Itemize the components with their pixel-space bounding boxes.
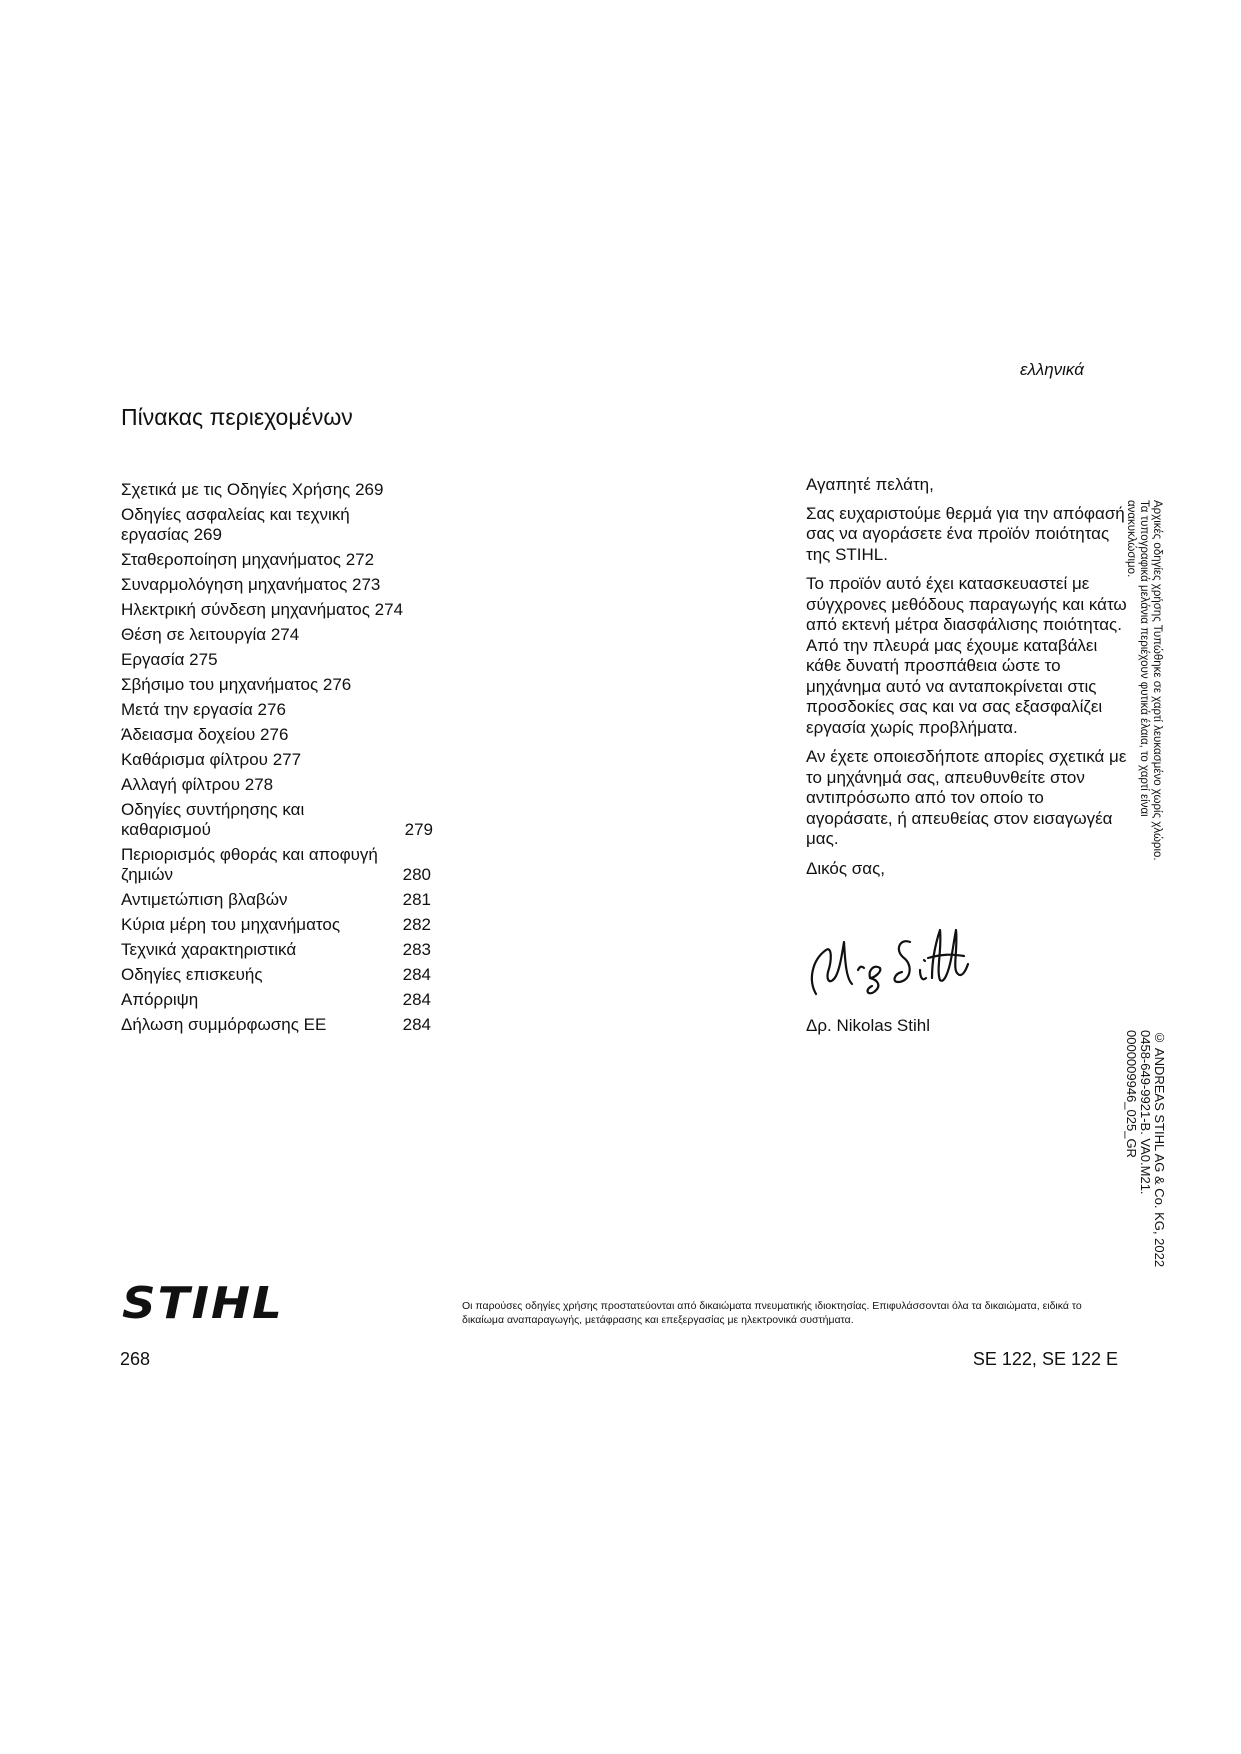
toc-entry-page: 282: [402, 915, 431, 934]
toc-entry: [121, 625, 441, 645]
page-title: Πίνακας περιεχομένων: [121, 404, 353, 430]
letter-paragraph: Το προϊόν αυτό έχει κατασκευαστεί με σύγχρονες μεθόδους παραγωγής και κάτω από εκτενή μέτρα διασφάλισης ποιότητας. Από την πλευρά μας έχουμε καταβάλει κάθε δυνατή προσπάθεια ώστε το μηχάνημα αυτό να ανταποκρίνεται στις προσδοκίες σας και να σας εξασφαλίζει εργασία χωρίς προβλήματα.: [806, 574, 1127, 737]
toc-entry: [121, 505, 441, 545]
toc-entry: [121, 480, 441, 500]
stihl-logo-text: STIHL: [122, 1282, 284, 1324]
paper-note: Αρχικές οδηγίες χρήσης Τυπώθηκε σε χαρτί λευκασμένο χωρίς χλώριο. Τα τυπογραφικά μελάνια περιέχουν φυτικά έλαια, το χαρτί είναι ανακυκλώσιμο.: [1125, 500, 1163, 861]
toc-entry-text: Αντιμετώπιση βλαβών: [121, 890, 288, 909]
toc-entry-text: Σχετικά με τις Οδηγίες Χρήσης 269: [121, 480, 384, 499]
toc-entry: [121, 750, 441, 770]
copyright-notice: © ANDREAS STIHL AG & Co. KG, 2022 0458-649-9921-B. VA0.M21. 0000009946_025_GR: [1124, 1030, 1167, 1268]
toc-entry-text: Περιορισμός φθοράς και αποφυγή ζημιών: [121, 845, 378, 884]
page-number: 268: [120, 1349, 151, 1369]
toc-entry-page: 279: [404, 820, 433, 839]
toc-entry-text: Θέση σε λειτουργία 274: [121, 625, 300, 644]
toc-entry: [121, 940, 441, 960]
toc-entry-text: Σταθεροποίηση μηχανήματος 272: [121, 550, 375, 569]
signer-name: Δρ. Nikolas Stihl: [806, 1016, 931, 1035]
toc-entry: [121, 675, 441, 695]
toc-entry-text: Δήλωση συμμόρφωσης ΕΕ: [121, 1015, 327, 1034]
stihl-logo: [120, 1282, 288, 1324]
toc-entry: [121, 890, 441, 910]
letter-closing: Δικός σας,: [806, 858, 886, 878]
toc-entry-text: Άδειασμα δοχείου 276: [121, 725, 289, 744]
toc-entry-text: Οδηγίες συντήρησης και καθαρισμού: [121, 800, 305, 839]
toc-entry: [121, 600, 441, 620]
toc-entry: [121, 965, 441, 985]
toc-entry-page: 284: [402, 965, 431, 984]
toc-entry: [121, 800, 441, 840]
toc-entry-page: 281: [402, 890, 431, 909]
language-label: ελληνικά: [1020, 360, 1084, 379]
toc-entry-text: Τεχνικά χαρακτηριστικά: [121, 940, 297, 959]
toc-entry: [121, 775, 441, 795]
toc-entry: [121, 650, 441, 670]
toc-entry-text: Συναρμολόγηση μηχανήματος 273: [121, 575, 381, 594]
toc-entry: [121, 915, 441, 935]
toc-entry-page: 283: [402, 940, 431, 959]
toc-entry: [121, 575, 441, 595]
toc-entry-text: Αλλαγή φίλτρου 278: [121, 775, 274, 794]
toc-entry-text: Κύρια μέρη του μηχανήματος: [121, 915, 341, 934]
toc-entry: [121, 845, 441, 885]
toc-entry: [121, 550, 441, 570]
toc-entry: [121, 990, 441, 1010]
toc-entry-text: Εργασία 275: [121, 650, 218, 669]
toc-entry-page: 280: [402, 865, 431, 884]
toc-entry-text: Οδηγίες επισκευής: [121, 965, 263, 984]
toc-entry: [121, 700, 441, 720]
toc-entry-text: Απόρριψη: [121, 990, 199, 1009]
table-of-contents: [121, 480, 441, 1035]
toc-entry-text: Οδηγίες ασφαλείας και τεχνική εργασίας 269: [121, 505, 350, 544]
letter-paragraph: Αν έχετε οποιεσδήποτε απορίες σχετικά με το μηχάνημά σας, απευθυνθείτε στον αντιπρόσωπο από τον οποίο το αγοράσατε, ή απευθείας στον εισαγωγέα μας.: [806, 747, 1127, 848]
customer-letter: [806, 475, 1128, 888]
toc-entry: [121, 725, 441, 745]
toc-entry-text: Ηλεκτρική σύνδεση μηχανήματος 274: [121, 600, 404, 619]
toc-entry: [121, 1015, 441, 1035]
letter-salutation: Αγαπητέ πελάτη,: [806, 475, 934, 494]
handwritten-signature: [802, 920, 972, 1000]
legal-notice: Οι παρούσες οδηγίες χρήσης προστατεύονται από δικαιώματα πνευματικής ιδιοκτησίας. Επιφυλάσσονται όλα τα δικαιώματα, ειδικά το δικαίωμα αναπαραγωγής, μετάφρασης και επεξεργασίας με ηλεκτρονικά συστήματα.: [462, 1300, 1082, 1326]
toc-entry-text: Καθάρισμα φίλτρου 277: [121, 750, 302, 769]
toc-entry-page: 284: [402, 990, 431, 1009]
model-name: SE 122, SE 122 E: [972, 1349, 1118, 1369]
toc-entry-page: 284: [402, 1015, 431, 1034]
letter-paragraph: Σας ευχαριστούμε θερμά για την απόφασή σας να αγοράσετε ένα προϊόν ποιότητας της STIHL.: [806, 503, 1125, 564]
toc-entry-text: Σβήσιμο του μηχανήματος 276: [121, 675, 352, 694]
toc-entry-text: Μετά την εργασία 276: [121, 700, 286, 719]
